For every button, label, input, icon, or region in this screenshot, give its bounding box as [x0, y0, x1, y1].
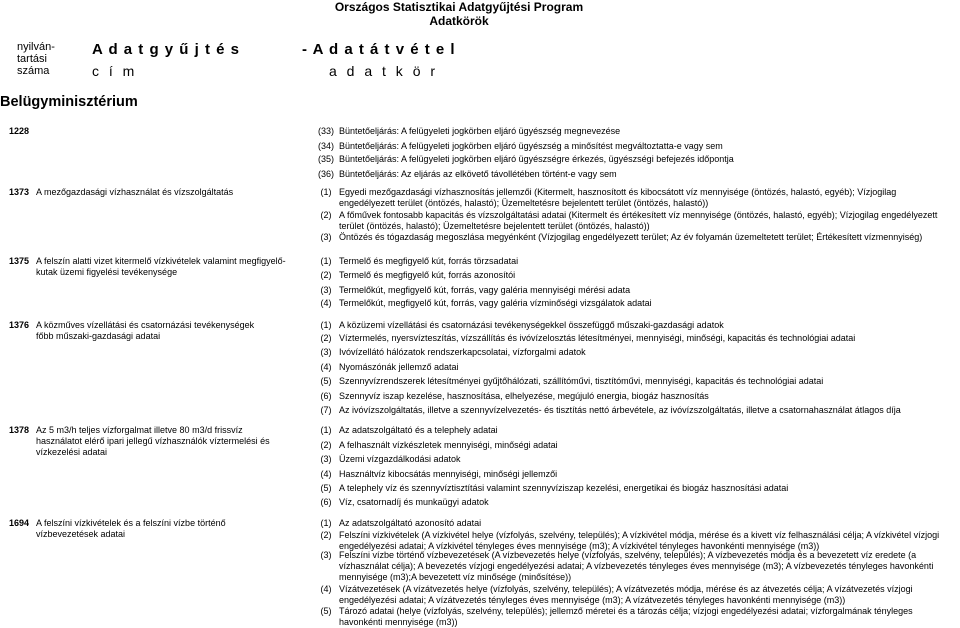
row-number: (1) [320, 187, 332, 197]
collector-heading: A d a t g y ű j t é s [92, 41, 240, 58]
row-description: Büntetőeljárás: Az eljárás az elkövető távollétében történt-e vagy sem [339, 169, 617, 179]
collector-subheading: c í m [92, 63, 138, 79]
row-number: (36) [317, 169, 334, 179]
row-number: (1) [320, 256, 332, 266]
row-number: (1) [320, 518, 332, 528]
col-id-line-1: nyilván- [17, 41, 55, 53]
row-number: (2) [320, 333, 332, 343]
row-description: Az adatszolgáltató és a telephely adatai [339, 425, 498, 435]
col-id-line-3: száma [17, 65, 50, 77]
row-number: (5) [320, 606, 332, 616]
row-number: (5) [320, 376, 332, 386]
row-description: Használtvíz kibocsátás mennyiségi, minőségi jellemzői [339, 469, 558, 479]
row-number: (4) [320, 298, 332, 308]
row-name: A mezőgazdasági vízhasználat és vízszolgáltatás [36, 187, 234, 197]
receiver-heading: - A d a t á t v é t e l [302, 41, 456, 58]
row-description: Nyomászónák jellemző adatai [339, 362, 459, 372]
row-description: Öntözés és tógazdaság megoszlása megyénként (Vízjogilag engedélyezett terület; Az év folyamán üzemeltetett terület; Értékesített vízmennyiség) [339, 232, 923, 242]
row-description: Termelő és megfigyelő kút, forrás azonosítói [339, 270, 516, 280]
row-number: (4) [320, 362, 332, 372]
row-number: (1) [320, 425, 332, 435]
row-number: (5) [320, 483, 332, 493]
ministry-heading: Belügyminisztérium [0, 94, 138, 110]
row-description: Üzemi vízgazdálkodási adatok [339, 454, 461, 464]
row-number: (3) [320, 550, 332, 560]
row-code: 1694 [9, 518, 30, 528]
row-description: Termelőkút, megfigyelő kút, forrás, vagy galéria vízminőségi vizsgálatok adatai [339, 298, 652, 308]
row-number: (34) [317, 141, 334, 151]
row-description: Ivóvízellátó hálózatok rendszerkapcsolatai, vízforgalmi adatok [339, 347, 586, 357]
row-description: Termelő és megfigyelő kút, forrás törzsadatai [339, 256, 519, 266]
page-subtitle: Adatkörök [429, 14, 489, 28]
row-number: (7) [320, 405, 332, 415]
row-description: Az ivóvízszolgáltatás, illetve a szennyvízelvezetés- és tisztítás nettó árbevétele, az ivóvízszolgáltatás, illetve a csatornahasználat átlagos díja [339, 405, 901, 415]
row-number: (2) [320, 440, 332, 450]
row-code: 1228 [9, 126, 30, 136]
col-id-line-2: tartási [17, 53, 47, 65]
row-number: (3) [320, 285, 332, 295]
row-description: A telephely víz és szennyvíztisztítási valamint szennyvíziszap kezelési, energetikai és biogáz hasznosítási adatai [339, 483, 789, 493]
row-name: Az 5 m3/h teljes vízforgalmat illetve 80 m3/d frissvíz használatot elérő ipari jellegű vízhasználók víztermelési és vízkezelési adatai [36, 425, 270, 457]
row-description: Büntetőeljárás: A felügyeleti jogkörben eljáró ügyészség a minősítést megváltoztatta-e vagy sem [339, 141, 723, 151]
row-code: 1376 [9, 320, 30, 330]
row-number: (3) [320, 347, 332, 357]
row-number: (6) [320, 497, 332, 507]
row-name: A felszín alatti vizet kitermelő vízkivételek valamint megfigyelő-kutak üzemi figyelési tevékenysége [36, 256, 286, 277]
row-code: 1373 [9, 187, 30, 197]
row-description: Tározó adatai (helye (vízfolyás, szelvény, település); jellemző méretei és a tározás célja; vízjogi engedélyezési adatai; vízforgalmának tényleges havonkénti mennyisége (m3)) [339, 606, 913, 627]
receiver-subheading: a d a t k ö r [329, 63, 439, 79]
row-number: (2) [320, 270, 332, 280]
program-title: Országos Statisztikai Adatgyűjtési Program [334, 0, 584, 14]
row-description: A felhasznált vízkészletek mennyiségi, minőségi adatai [339, 440, 558, 450]
row-description: Termelőkút, megfigyelő kút, forrás, vagy galéria mennyiségi mérési adata [339, 285, 631, 295]
row-number: (4) [320, 469, 332, 479]
row-name: A közműves vízellátási és csatornázási tevékenységek főbb műszaki-gazdasági adatai [36, 320, 255, 341]
row-description: Szennyvízrendszerek létesítményei gyűjtőhálózati, szállítóművi, tisztítóművi, mennyiségi, kapacitás és technológiai adatai [339, 376, 824, 386]
row-code: 1375 [9, 256, 30, 266]
row-description: Víztermelés, nyersvízteszítás, vízszállítás és ivóvízelosztás létesítményei, mennyiségi, minőségi, kapacitás és technológiai adatai [339, 333, 856, 343]
row-description: Víz, csatornadíj és munkaügyi adatok [339, 497, 489, 507]
row-number: (2) [320, 210, 332, 220]
row-number: (6) [320, 391, 332, 401]
row-description: Vízátvezetések (A vízátvezetés helye (vízfolyás, szelvény, település); A vízátvezetés módja, mérése és az átvezetés célja; A vízátvezetés vízjogi engedélyezési adatai; A vízátvezetés tényleges éves mennyisége (m3); A vízátvezetés tényleges havonkénti mennyisége (m3)) [339, 584, 913, 605]
row-number: (2) [320, 530, 332, 540]
row-number: (4) [320, 584, 332, 594]
row-description: A főművek fontosabb kapacitás és vízszolgáltatási adatai (Kitermelt és értékesített víz mennyisége (öntözés, halastó, egyéb); Vízjogilag engedélyezett terület (öntözés, halastó); Üzemeltetésre bejelentett terület (öntözés, halastó)) [339, 210, 938, 231]
row-description: Felszíni vízbe történő vízbevezetések (A vízbevezetés helye (vízfolyás, szelvény, település); A vízbevezetés módja és a bevezetett víz eredete (a vízhasználat célja); A bevezetés vízjogi engedélyezési adatai; A vízbevezetés tényleges éves mennyisége (m3); A vízbevezetés tényleges havonkénti mennyisége (m3);A bevezetett víz minősége (minősítése)) [339, 550, 934, 582]
row-number: (35) [317, 154, 334, 164]
row-number: (1) [320, 320, 332, 330]
row-description: Büntetőeljárás: A felügyeleti jogkörben eljáró ügyészség megnevezése [339, 126, 621, 136]
row-number: (33) [317, 126, 334, 136]
row-description: Szennyvíz iszap kezelése, hasznosítása, elhelyezése, megújuló energia, biogáz hasznosítás [339, 391, 709, 401]
row-code: 1378 [9, 425, 30, 435]
row-name: A felszíni vízkivételek és a felszíni vízbe történő vízbevezetések adatai [36, 518, 226, 539]
row-number: (3) [320, 232, 332, 242]
row-description: Büntetőeljárás: A felügyeleti jogkörben eljáró ügyészségre érkezés, ügyészségi befejezés időpontja [339, 154, 734, 164]
row-description: Az adatszolgáltató azonosító adatai [339, 518, 482, 528]
row-description: Felszíni vízkivételek (A vízkivétel helye (vízfolyás, szelvény, település); A vízkivétel módja, mérése és a kivett víz felhasználási célja; A vízkivétel vízjogi engedélyezési adatai; A vízkivétel tényleges éves mennyisége (m3); A vízkivétel tényleges havonkénti mennyisége (m3)) [339, 530, 940, 551]
row-number: (3) [320, 454, 332, 464]
row-description: A közüzemi vízellátási és csatornázási tevékenységekkel összefüggő műszaki-gazdasági adatok [339, 320, 724, 330]
row-description: Egyedi mezőgazdasági vízhasznosítás jellemzői (Kitermelt, hasznosított és kibocsátott víz mennyisége (öntözés, halastó, egyéb); Vízjogilag engedélyezett terület (öntözés, halastó); Üzemeltetésre bejelentett terület (öntözés, halastó)) [339, 187, 897, 208]
